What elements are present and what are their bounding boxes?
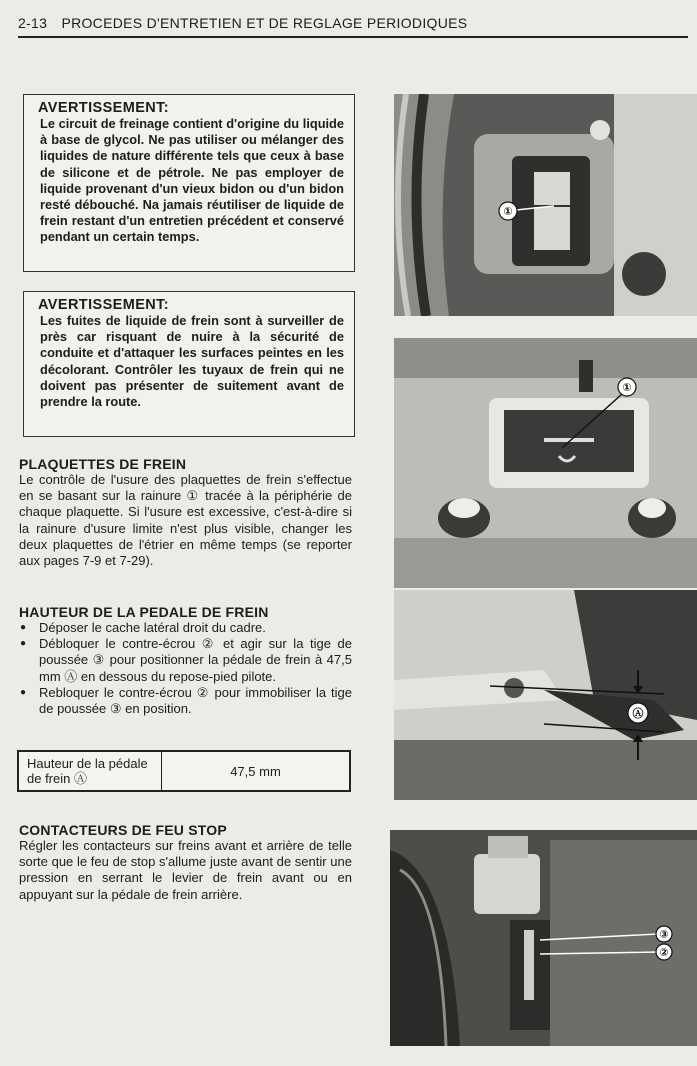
- section-title: CONTACTEURS DE FEU STOP: [19, 822, 227, 838]
- section-stop-switches: [19, 822, 352, 903]
- table-row: [18, 751, 350, 791]
- callout-label: ③: [659, 928, 669, 941]
- callout-label: ①: [503, 205, 513, 218]
- callout-label: ①: [622, 381, 632, 394]
- photo-rear-master-cylinder: [390, 830, 697, 1046]
- spec-value: 47,5 mm: [162, 751, 351, 791]
- page-title: PROCEDES D'ENTRETIEN ET DE REGLAGE PERIODIQUES: [61, 15, 468, 31]
- spec-table: [17, 750, 351, 792]
- warning-title: AVERTISSEMENT:: [38, 100, 170, 116]
- list-item: ● Rebloquer le contre-écrou ② pour immobiliser la tige de poussée ③ en position.: [19, 685, 352, 717]
- warning-title: AVERTISSEMENT:: [38, 297, 170, 313]
- warning-text: Le circuit de freinage contient d'origine du liquide à base de glycol. Ne pas utiliser ou mélanger des liquides de nature différente tels que ceux à base de silicone et de pétrole. Ne pas employer de liquide provenant d'un vieux bidon ou d'un bidon resté débouché. Na jamais réutiliser de liquide de frein restant d'un entretien précédent et conservé pendant un certain temps.: [40, 116, 344, 245]
- photo-front-caliper: [394, 94, 697, 316]
- warning-box-leaks: [23, 291, 355, 437]
- page-header: [18, 12, 688, 38]
- pad-illustration: [394, 338, 697, 588]
- spec-label: Hauteur de la pédale de frein Ⓐ: [18, 751, 162, 791]
- section-text: Régler les contacteurs sur freins avant et arrière de telle sorte que le feu de stop s'allume juste avant de sentir une pression en serrant le levier de frein avant ou en appuyant sur la pédale de frein arrière.: [19, 838, 352, 902]
- pedal-illustration: [394, 590, 697, 800]
- section-pedal-height: [19, 604, 352, 717]
- callout-label: ②: [659, 946, 669, 959]
- master-cylinder-illustration: [390, 830, 697, 1046]
- warning-text: Les fuites de liquide de frein sont à surveiller de près car risquant de nuire à la sécurité de conduite et d'attaquer les surfaces peintes en les décolorant. Contrôler les tuyaux de frein qui ne doivent pas présenter de suitement avant de prendre la route.: [40, 313, 344, 410]
- caliper-illustration: [394, 94, 697, 316]
- section-title: PLAQUETTES DE FREIN: [19, 456, 187, 472]
- instruction-list: [19, 620, 352, 717]
- photo-pedal-height: [394, 590, 697, 800]
- callout-label: Ⓐ: [632, 707, 644, 720]
- list-item: ● Déposer le cache latéral droit du cadre.: [19, 620, 352, 636]
- section-title: HAUTEUR DE LA PEDALE DE FREIN: [19, 604, 269, 620]
- list-item: ● Débloquer le contre-écrou ② et agir sur la tige de poussée ③ pour positionner la pédale de frein à 47,5 mm Ⓐ en dessous du repose-pied pilote.: [19, 636, 352, 685]
- page-number: 2-13: [18, 15, 48, 31]
- warning-box-glycol: [23, 94, 355, 272]
- section-text: Le contrôle de l'usure des plaquettes de frein s'effectue en se basant sur la rainure ① tracée à la périphérie de chaque plaquette. Si l'usure est excessive, c'est-à-dire si la rainure d'usure limite n'est plus visible, changer les deux plaquettes de l'étrier en même temps (se reporter aux pages 7-9 et 7-29).: [19, 472, 352, 569]
- section-brake-pads: [19, 456, 352, 569]
- photo-pad-closeup: [394, 338, 697, 588]
